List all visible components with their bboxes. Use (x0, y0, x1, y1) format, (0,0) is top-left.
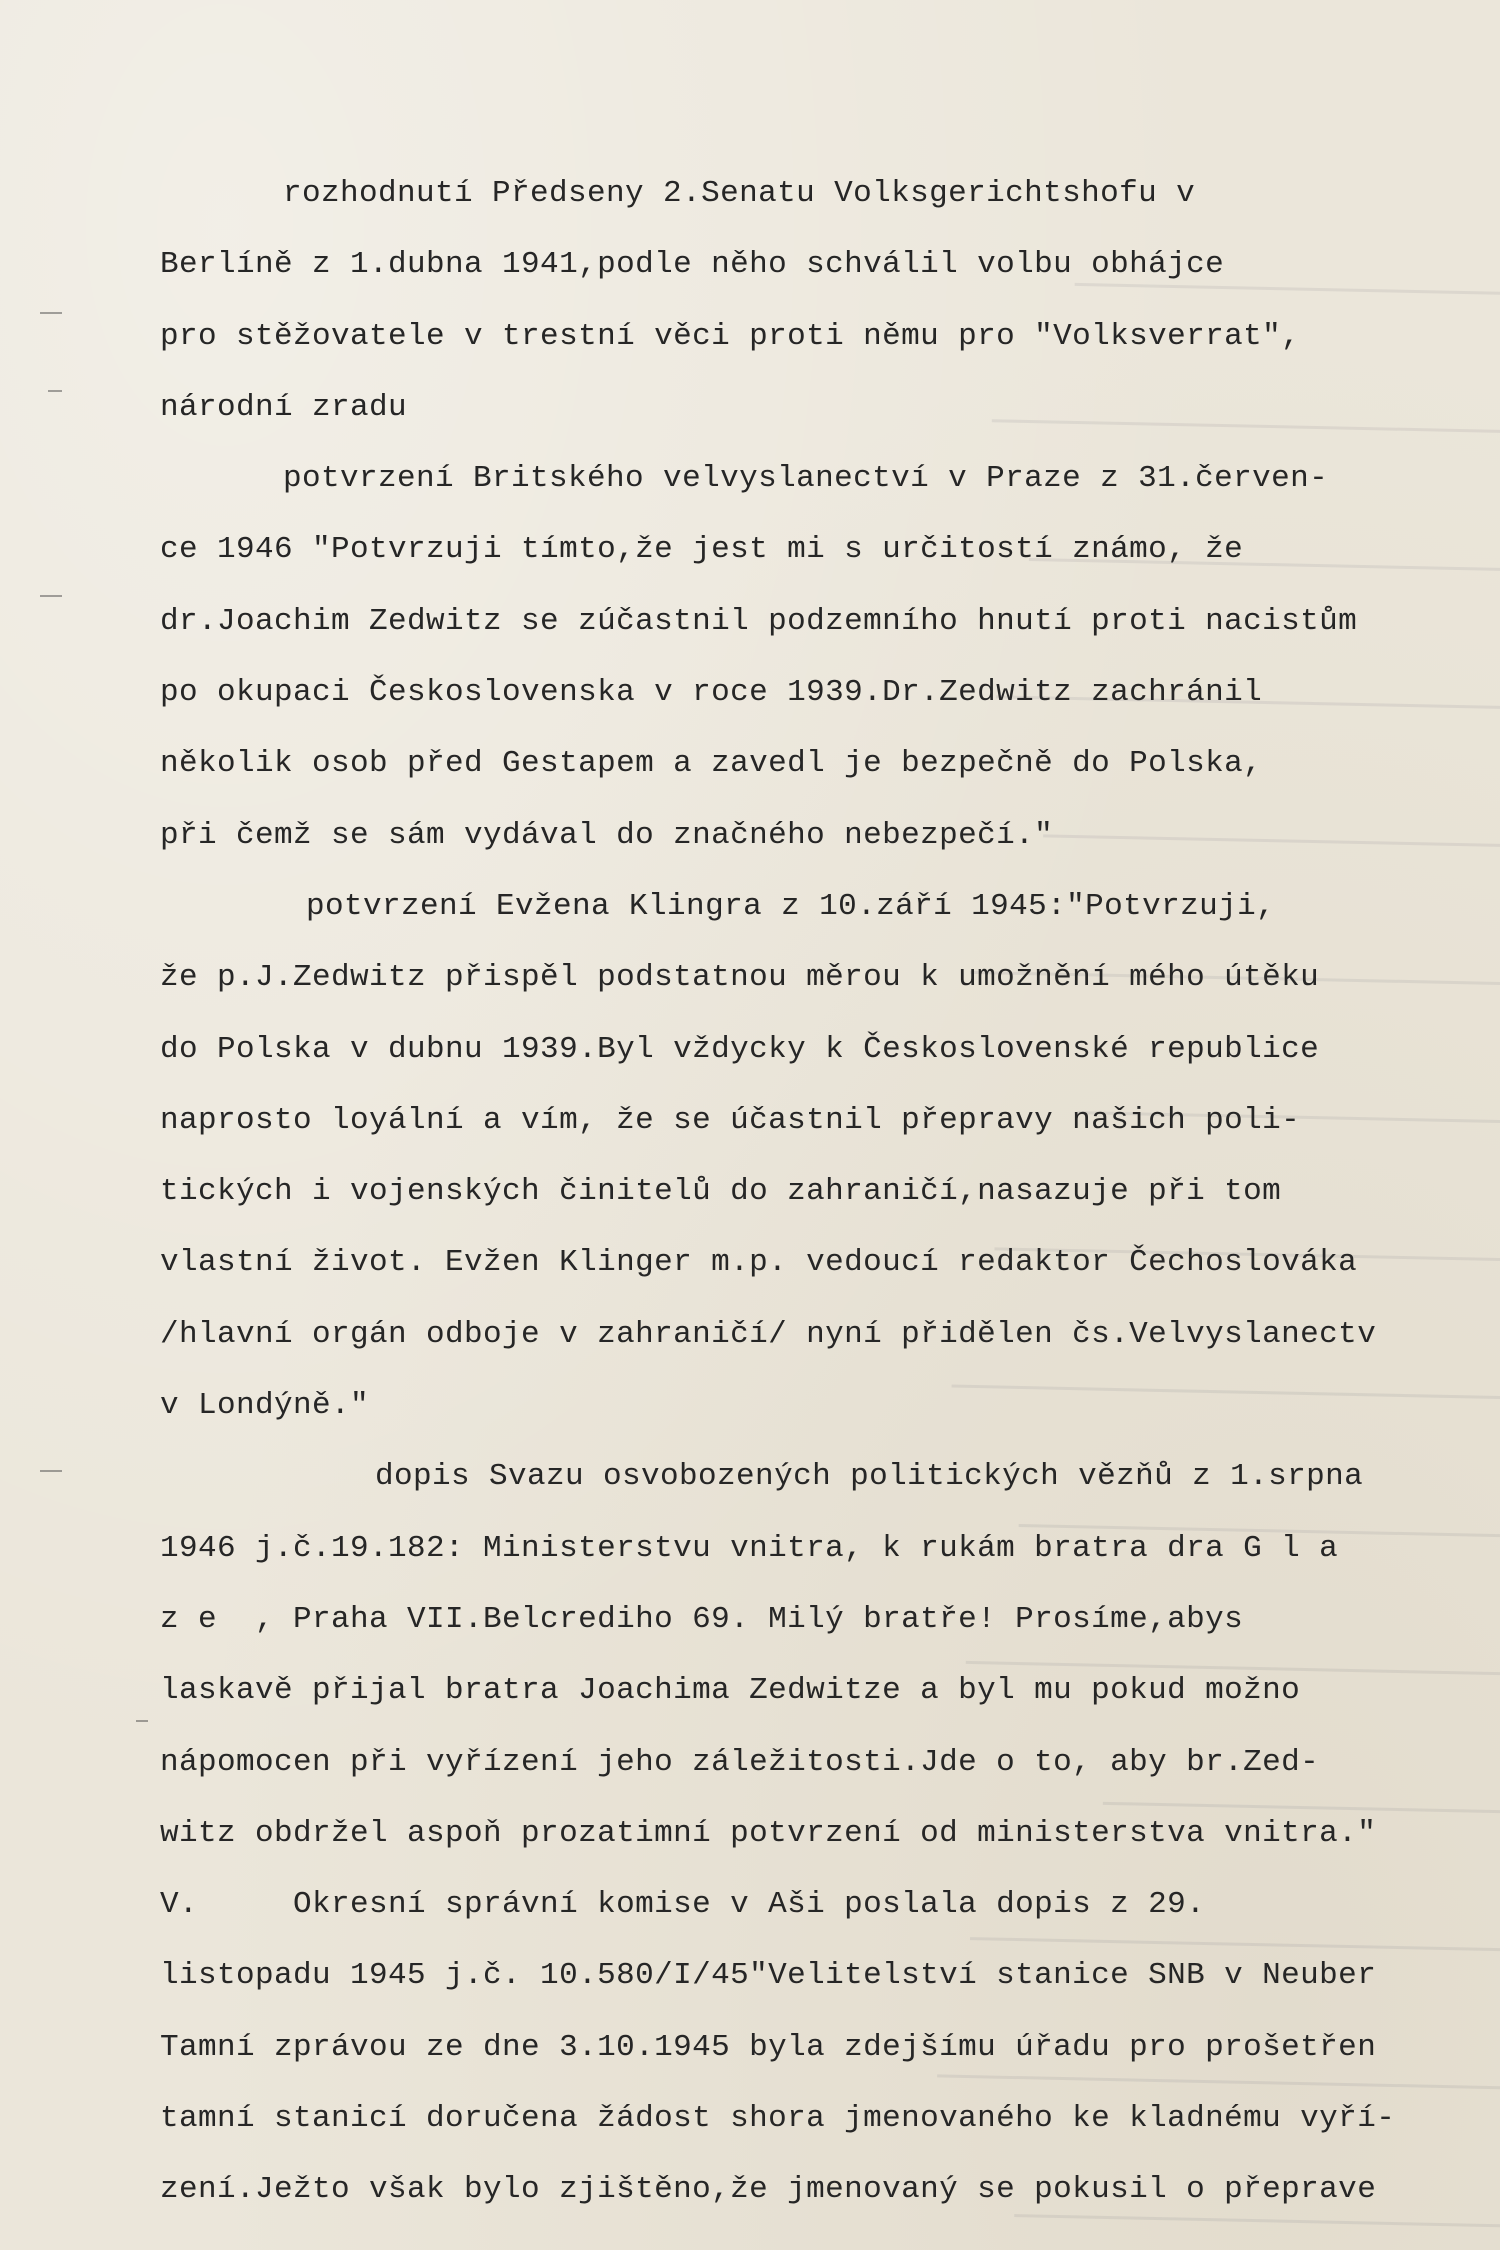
text-line: zení.Ježto však bylo zjištěno,že jmenovaný se pokusil o přeprave (160, 2172, 1377, 2208)
text-line: dr.Joachim Zedwitz se zúčastnil podzemního hnutí proti nacistům (160, 603, 1358, 639)
text-line: vlastní život. Evžen Klinger m.p. vedoucí redaktor Čechoslováka (160, 1245, 1358, 1281)
text-line: naprosto loyální a vím, že se účastnil přepravy našich poli- (160, 1102, 1301, 1138)
text-line: laskavě přijal bratra Joachima Zedwitze a byl mu pokud možno (160, 1673, 1301, 1709)
text-line: rozhodnutí Předseny 2.Senatu Volksgerichtshofu v (283, 176, 1196, 211)
text-line: národní zradu (160, 389, 408, 425)
text-line: /hlavní orgán odboje v zahraničí/ nyní přidělen čs.Velvyslanectv (160, 1316, 1377, 1352)
text-line: 1946 j.č.19.182: Ministerstvu vnitra, k rukám bratra dra G l a (160, 1530, 1339, 1566)
text-line: listopadu 1945 j.č. 10.580/I/45"Velitelství stanice SNB v Neuber (160, 1958, 1377, 1994)
typed-text-body (0, 158, 1500, 2226)
text-line: pro stěžovatele v trestní věci proti němu pro "Volksverrat", (160, 318, 1301, 354)
text-line: po okupaci Československa v roce 1939.Dr.Zedwitz zachránil (160, 675, 1263, 711)
text-line: tamní stanicí doručena žádost shora jmenovaného ke kladnému vyří- (160, 2101, 1396, 2137)
text-line: tických i vojenských činitelů do zahraničí,nasazuje při tom (160, 1174, 1282, 1210)
text-line: že p.J.Zedwitz přispěl podstatnou měrou k umožnění mého útěku (160, 960, 1320, 996)
text-line: nápomocen při vyřízení jeho záležitosti.Jde o to, aby br.Zed- (160, 1744, 1320, 1780)
text-line: z e , Praha VII.Belcrediho 69. Milý bratře! Prosíme,abys (160, 1601, 1244, 1637)
text-line: witz obdržel aspoň prozatimní potvrzení od ministerstva vnitra." (160, 1815, 1377, 1851)
text-line: potvrzení Evžena Klingra z 10.září 1945:"Potvrzuji, (306, 888, 1276, 924)
text-line: dopis Svazu osvobozených politických vězňů z 1.srpna (375, 1459, 1364, 1495)
text-line: ce 1946 "Potvrzuji tímto,že jest mi s určitostí známo, že (160, 532, 1244, 568)
text-line: několik osob před Gestapem a zavedl je bezpečně do Polska, (160, 746, 1263, 782)
text-line: Tamní zprávou ze dne 3.10.1945 byla zdejšímu úřadu pro prošetřen (160, 2029, 1377, 2065)
text-line: do Polska v dubnu 1939.Byl vždycky k Československé republice (160, 1031, 1320, 1067)
text-line: potvrzení Britského velvyslanectví v Praze z 31.červen- (283, 461, 1329, 497)
text-line: v Londýně." (160, 1388, 370, 1424)
text-line: Berlíně z 1.dubna 1941,podle něho schválil volbu obhájce (160, 247, 1225, 283)
text-line: V. Okresní správní komise v Aši poslala dopis z 29. (160, 1887, 1206, 1923)
text-line: při čemž se sám vydával do značného nebezpečí." (160, 817, 1054, 853)
